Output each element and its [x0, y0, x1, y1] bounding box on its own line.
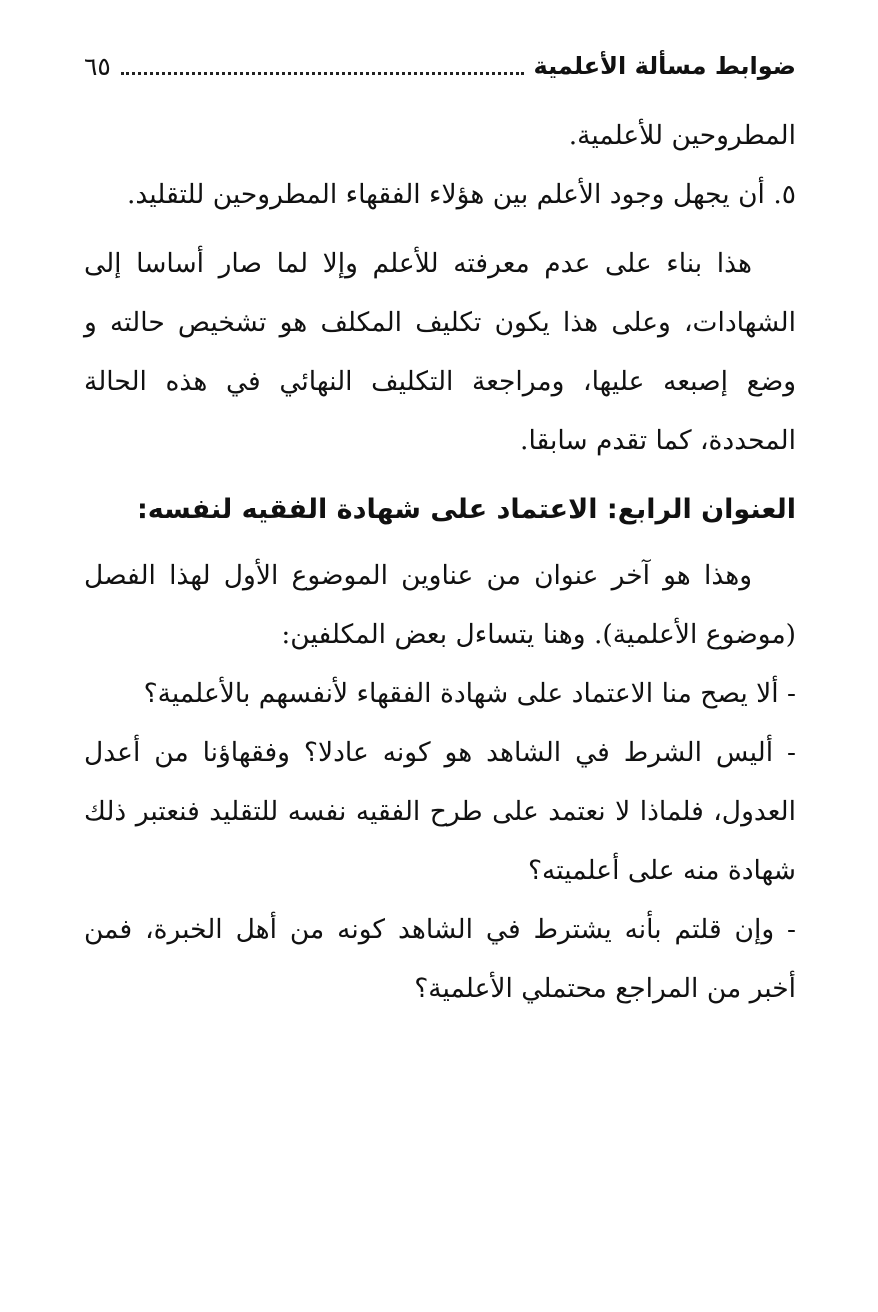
question-item: - أليس الشرط في الشاهد هو كونه عادلا؟ وفقهاؤنا من أعدل العدول، فلماذا لا نعتمد على طرح الفقيه نفسه للتقليد فنعتبر ذلك شهادة منه على أعلميته؟: [84, 737, 796, 886]
question-item: - وإن قلتم بأنه يشترط في الشاهد كونه من أهل الخبرة، فمن أخبر من المراجع محتملي الأعلمية؟: [84, 914, 796, 1004]
section-heading-title: الاعتماد على شهادة الفقيه لنفسه: [147, 494, 598, 525]
section-heading-label: العنوان الرابع: [617, 494, 796, 525]
section-heading: [84, 478, 796, 542]
running-header-title: ضوابط مسألة الأعلمية: [533, 52, 796, 80]
question-item: - ألا يصح منا الاعتماد على شهادة الفقهاء لأنفسهم بالأعلمية؟: [143, 678, 796, 709]
dotted-leader: [121, 72, 524, 75]
list-item-5: ٥. أن يجهل وجود الأعلم بين هؤلاء الفقهاء المطروحين للتقليد.: [126, 179, 796, 210]
page-number: ٦٥: [84, 51, 111, 81]
running-header: [84, 46, 796, 86]
paragraph: وهذا هو آخر عنوان من عناوين الموضوع الأول لهذا الفصل (موضوع الأعلمية). وهنا يتساءل بعض المكلفين:: [84, 560, 796, 650]
list-item-continuation: المطروحين للأعلمية.: [568, 120, 796, 151]
section-heading-end: :: [136, 494, 148, 525]
paragraph: هذا بناء على عدم معرفته للأعلم وإلا لما صار أساسا إلى الشهادات، وعلى هذا يكون تكليف المكلف هو تشخيص حالته و وضع إصبعه عليها، ومراجعة التكليف النهائي في هذه الحالة المحددة، كما تقدم سابقا.: [84, 248, 796, 456]
page-body: [84, 106, 796, 1018]
section-heading-separator: :: [597, 494, 618, 525]
